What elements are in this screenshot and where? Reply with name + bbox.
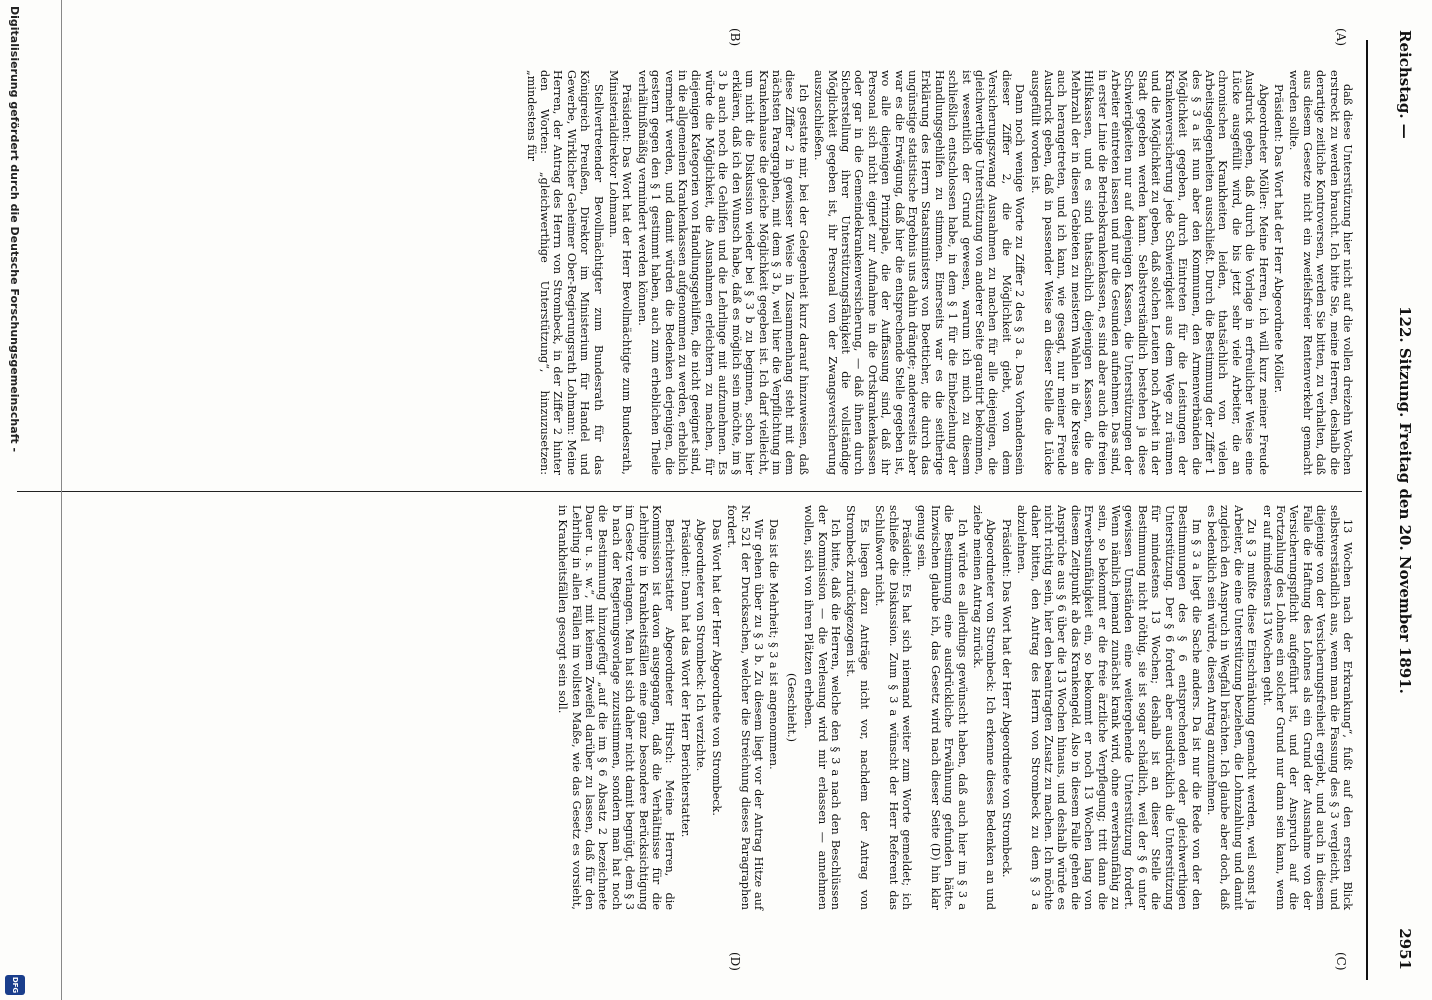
page-header: [1382, 30, 1422, 970]
paragraph: daß diese Unterstützung hier nicht auf die vollen dreizehn Wochen erstreckt zu werden braucht. Ich bitte Sie, meine Herren, deshalb die derartige zeitliche Kontroversen, werden Sie bitten, zu verhalten, daß aus diesem Gesetze nicht ein zweifelsfreier Rentenverkehr gemacht werden sollte.: [1287, 70, 1354, 475]
paragraph: Präsident: Das Wort hat der Herr Bevollmächtigte zum Bundesrath, Ministerialdirektor Lohmann.: [607, 70, 634, 475]
paragraph: Ich würde es allerdings gewünscht haben, daß auch hier im § 3 a die Bestimmung eine ausdrückliche Erwähnung gefunden hätte. Inzwischen glaube ich, das Gesetz wird nach dieser Seite (D) hin klar genug sein.: [915, 505, 969, 910]
paragraph: Dann noch wenige Worte zu Ziffer 2 des § 3 a. Das Vorhandensein dieser Ziffer 2, die die Möglichkeit giebt, von dem Versicherungszwang Ausnahmen zu machen für alle diejenigen, die gleichwerthige Unterstützung von anderer Seite garantirt bekommen, ist wesentlich der Grund gewesen, warum ich mich zu diesem schließlich entschlossen habe, in dem § 1 für die Einbeziehung der Handlungsgehilfen zu stimmen. Einerseits war es die seitherige Erklärung des Herrn Staatsministers von Boetticher, die durch das ungünstige statistische Ergebnis uns dahin drängte; andererseits aber war es die Erwägung, daß hier die entsprechende Stelle gegeben ist, wo alle diejenigen Prinzipale, die der Auffassung sind, daß ihr Personal sich nicht eignet zur Aufnahme in die Ortskrankenkassen oder gar in die Gemeindekrankenversicherung, — daß ihnen durch Sicherstellung ihrer Unterstützungsfähigkeit die vollständige Möglichkeit gegeben ist, ihr Personal von der Zwangsversicherung auszuschließen.: [812, 70, 1027, 475]
margin-marker-c: (C): [1334, 952, 1348, 971]
paragraph: Das ist die Mehrheit; § 3 a ist angenommen.: [767, 519, 781, 770]
header-center: 122. Sitzung. Freitag den 20. November 1891.: [1396, 306, 1414, 694]
paragraph: Präsident: Es hat sich niemand weiter zum Worte gemeldet; ich schließe die Diskussion. Zum § 3 a wünscht der Herr Referent das Schlußwort nicht.: [873, 505, 913, 910]
paragraph: Im § 3 a liegt die Sache anders. Da ist nur die Rede von der den Bestimmungen des § 6 entsprechenden oder gleichwerthigen Unterstützung. Der § 6 fordert aber ausdrücklich die Unterstützung für mindestens 13 Wochen; deshalb ist an dieser Stelle die Bestimmung nicht nöthig, sie ist sogar schädlich, weil der § 6 unter gewissen Umständen eine weitergehende Unterstützung fordert. Wenn nämlich jemand zunächst krank wird, ohne erwerbsunfähig zu sein, so bekommt er die freie ärztliche Verpflegung; tritt dann die Erwerbsunfähigkeit ein, so bekommt er noch 13 Wochen lang von diesem Zeitpunkt ab das Krankengeld. Also in diesem Falle gehen die Ansprüche aus § 6 über die 13 Wochen hinaus, und deshalb würde es nicht richtig sein, hier den beantragten Zusatz zu machen. Ich möchte daher bitten, den Antrag des Herrn von Strombeck zu dem § 3 a abzulehnen.: [1015, 505, 1203, 910]
dfg-logo: DFG: [5, 975, 25, 995]
paragraph: Präsident: Das Wort hat der Herr Abgeordnete von Strombeck.: [999, 519, 1013, 878]
right-column: [554, 505, 1354, 910]
paragraph: Ich bitte, daß die Herren, welche den § 3 a nach den Beschlüssen der Kommission — die Verlesung wird mir erlassen — annehmen wollen, sich von ihren Plätzen erheben.: [802, 505, 842, 910]
funding-note: Digitalisierung gefördert durch die Deutsche Forschungsgemeinschaft -: [8, 6, 21, 453]
paragraph: Abgeordneter von Strombeck: Ich verzichte.: [694, 519, 708, 772]
paragraph: Abgeordneter Möller: Meine Herren, ich will kurz meiner Freude Ausdruck geben, daß durch die Vorlage in erfreulicher Weise eine Lücke ausgefüllt wird, die bis jetzt sehr viele Arbeiter, die an chronischen Krankheiten leiden, thatsächlich von vielen Arbeitsgelegenheiten ausschließt. Durch die Bestimmung der Ziffer 1 des § 3 a ist nun aber den Kommunen, den Armenverbänden die Möglichkeit gegeben, durch Eintreten für die Leistungen der Krankenversicherung jede Schwierigkeit aus dem Wege zu räumen und die Möglichkeit zu geben, daß solchen Leuten noch Arbeit in der Stadt gegeben werden kann. Selbstverständlich bestehen ja diese Schwierigkeiten nur auf denjenigen Kassen, die Unterstützungen der Arbeiter eintreten lassen und nur die Gesunden aufnehmen. Das sind, in erster Linie die Betriebskrankenkassen, es sind aber auch die freien Hilfskassen, und es sind thatsächlich diejenigen Kassen, die die Mehrzahl der in diesen Gebieten zu meistern Wahlen in die Kreise an auch herangetreten, und ich kann, wie gesagt, nur meiner Freude Ausdruck geben, daß in passender Weise an dieser Stelle die Lücke ausgefüllt worden ist.: [1028, 70, 1270, 475]
header-left: Reichstag. —: [1396, 30, 1414, 139]
paragraph: (Geschieht.): [784, 673, 798, 742]
left-column: [522, 70, 1354, 475]
margin-marker-d: (D): [728, 952, 742, 971]
paragraph: Ich gestatte mir, bei der Gelegenheit kurz darauf hinzuweisen, daß diese Ziffer 2 in gewisser Weise in Zusammenhang steht mit dem nächsten Paragraphen, mit dem § 3 b, weil hier die Verpflichtung im Krankenhause die gleiche Möglichkeit gegeben ist. Ich darf vielleicht, um nicht die Diskussion wieder bei § 3 b zu beginnen, schon hier erklären, daß ich den Wunsch habe, daß es möglich sein möchte, im § 3 b auch noch die Gehilfen und die Lehrlinge mit aufzunehmen. Es würde die Möglichkeit, die Ausnahmen erleichtern zu machen, für diejenigen Kategorien von Handlungsgehilfen, die nicht geeignet sind, in die allgemeinen Krankenkassen aufgenommen zu werden, erheblich vermehrt werden, und damit würden die Bedenken derjenigen, die gestern gegen den § 1 gestimmt haben, auch zum erheblichen Theile verhältnißmäßig vermindert werden können.: [635, 70, 810, 475]
paragraph: Es liegen dazu Anträge nicht vor, nachdem der Antrag von Strombeck zurückgezogen ist.: [844, 505, 871, 910]
paragraph: Zu § 3 mußte diese Einschränkung gemacht werden, weil sonst ja Arbeiter, die eine Unterstützung beziehen, die Lohnzahlung und damit zugleich den Anspruch in Wegfall brächten. Ich glaube aber doch, daß es bedenklich sein würde, diesen Antrag anzunehmen.: [1204, 505, 1259, 910]
paragraph: Wir gehen über zu § 3 b. Zu diesem liegt vor der Antrag Hitze auf Nr. 521 der Drucksachen, welcher die Streichung dieses Paragraphen fordert.: [725, 505, 765, 910]
paragraph: Stellvertretender Bevollmächtigter zum Bundesrath für das Königreich Preußen, Direktor im Ministerium für Handel und Gewerbe, Wirklicher Geheimer Ober-Regierungsrath Lohmann: Meine Herren, der Antrag des Herrn von Strombeck, in der Ziffer 2 hinter den Worten: „gleichwerthige Unterstützung“, hinzuzusetzen: „mindestens für: [524, 70, 605, 475]
paragraph: Berichterstatter Abgeordneter Hirsch: Meine Herren, die Kommission ist davon ausgegangen, daß die Verhältnisse für die Lehrlinge in Krankheitsfällen eine ganz besondere Berücksichtigung im Gesetz verlangen. Man hat sich daher nicht damit begnügt, dem § 3 b nach der Regierungsvorlage zuzustimmen, sondern man hat noch die Bestimmung hinzugefügt „auf die im § 6 Absatz 2 bezeichnete Dauer u. s. w.“, mit keinem Zweifel darüber zu lassen, daß für den Lehrling in allen Fällen im vollsten Maße, wie das Gesetz es vorsieht, in Krankheitsfällen gesorgt sein soll.: [556, 505, 677, 910]
header-rule: [1366, 40, 1368, 980]
column-divider: [17, 491, 1362, 492]
page-number: 2951: [1396, 928, 1414, 970]
paragraph: 13 Wochen nach der Erkrankung“, fußt auf den ersten Blick selbstverständlich aus, wenn man die Fassung des § 3 vergleicht, und diejenige von der Versicherungsfreiheit ergiebt, und auch in diesem Falle die Haftung des Lohnes als ein Grund der Ausnahme von der Versicherungspflicht aufgeführt ist, und der Anspruch auf die Fortzahlung des Lohnes ein solcher Grund nur dann sein kann, wenn er auf mindestens 13 Wochen geht.: [1260, 505, 1354, 910]
margin-marker-b: (B): [728, 28, 742, 47]
footer-strip: [0, 0, 62, 1000]
paragraph: Präsident: Dann hat das Wort der Herr Berichterstatter.: [678, 519, 692, 838]
margin-marker-a: (A): [1334, 28, 1348, 47]
paragraph: Präsident: Das Wort hat der Herr Abgeordnete Möller.: [1271, 84, 1285, 394]
paragraph: Das Wort hat der Herr Abgeordnete von Strombeck.: [709, 519, 723, 816]
paragraph: Abgeordneter von Strombeck: Ich erkenne dieses Bedenken an und ziehe meinen Antrag zurück.: [971, 505, 998, 910]
